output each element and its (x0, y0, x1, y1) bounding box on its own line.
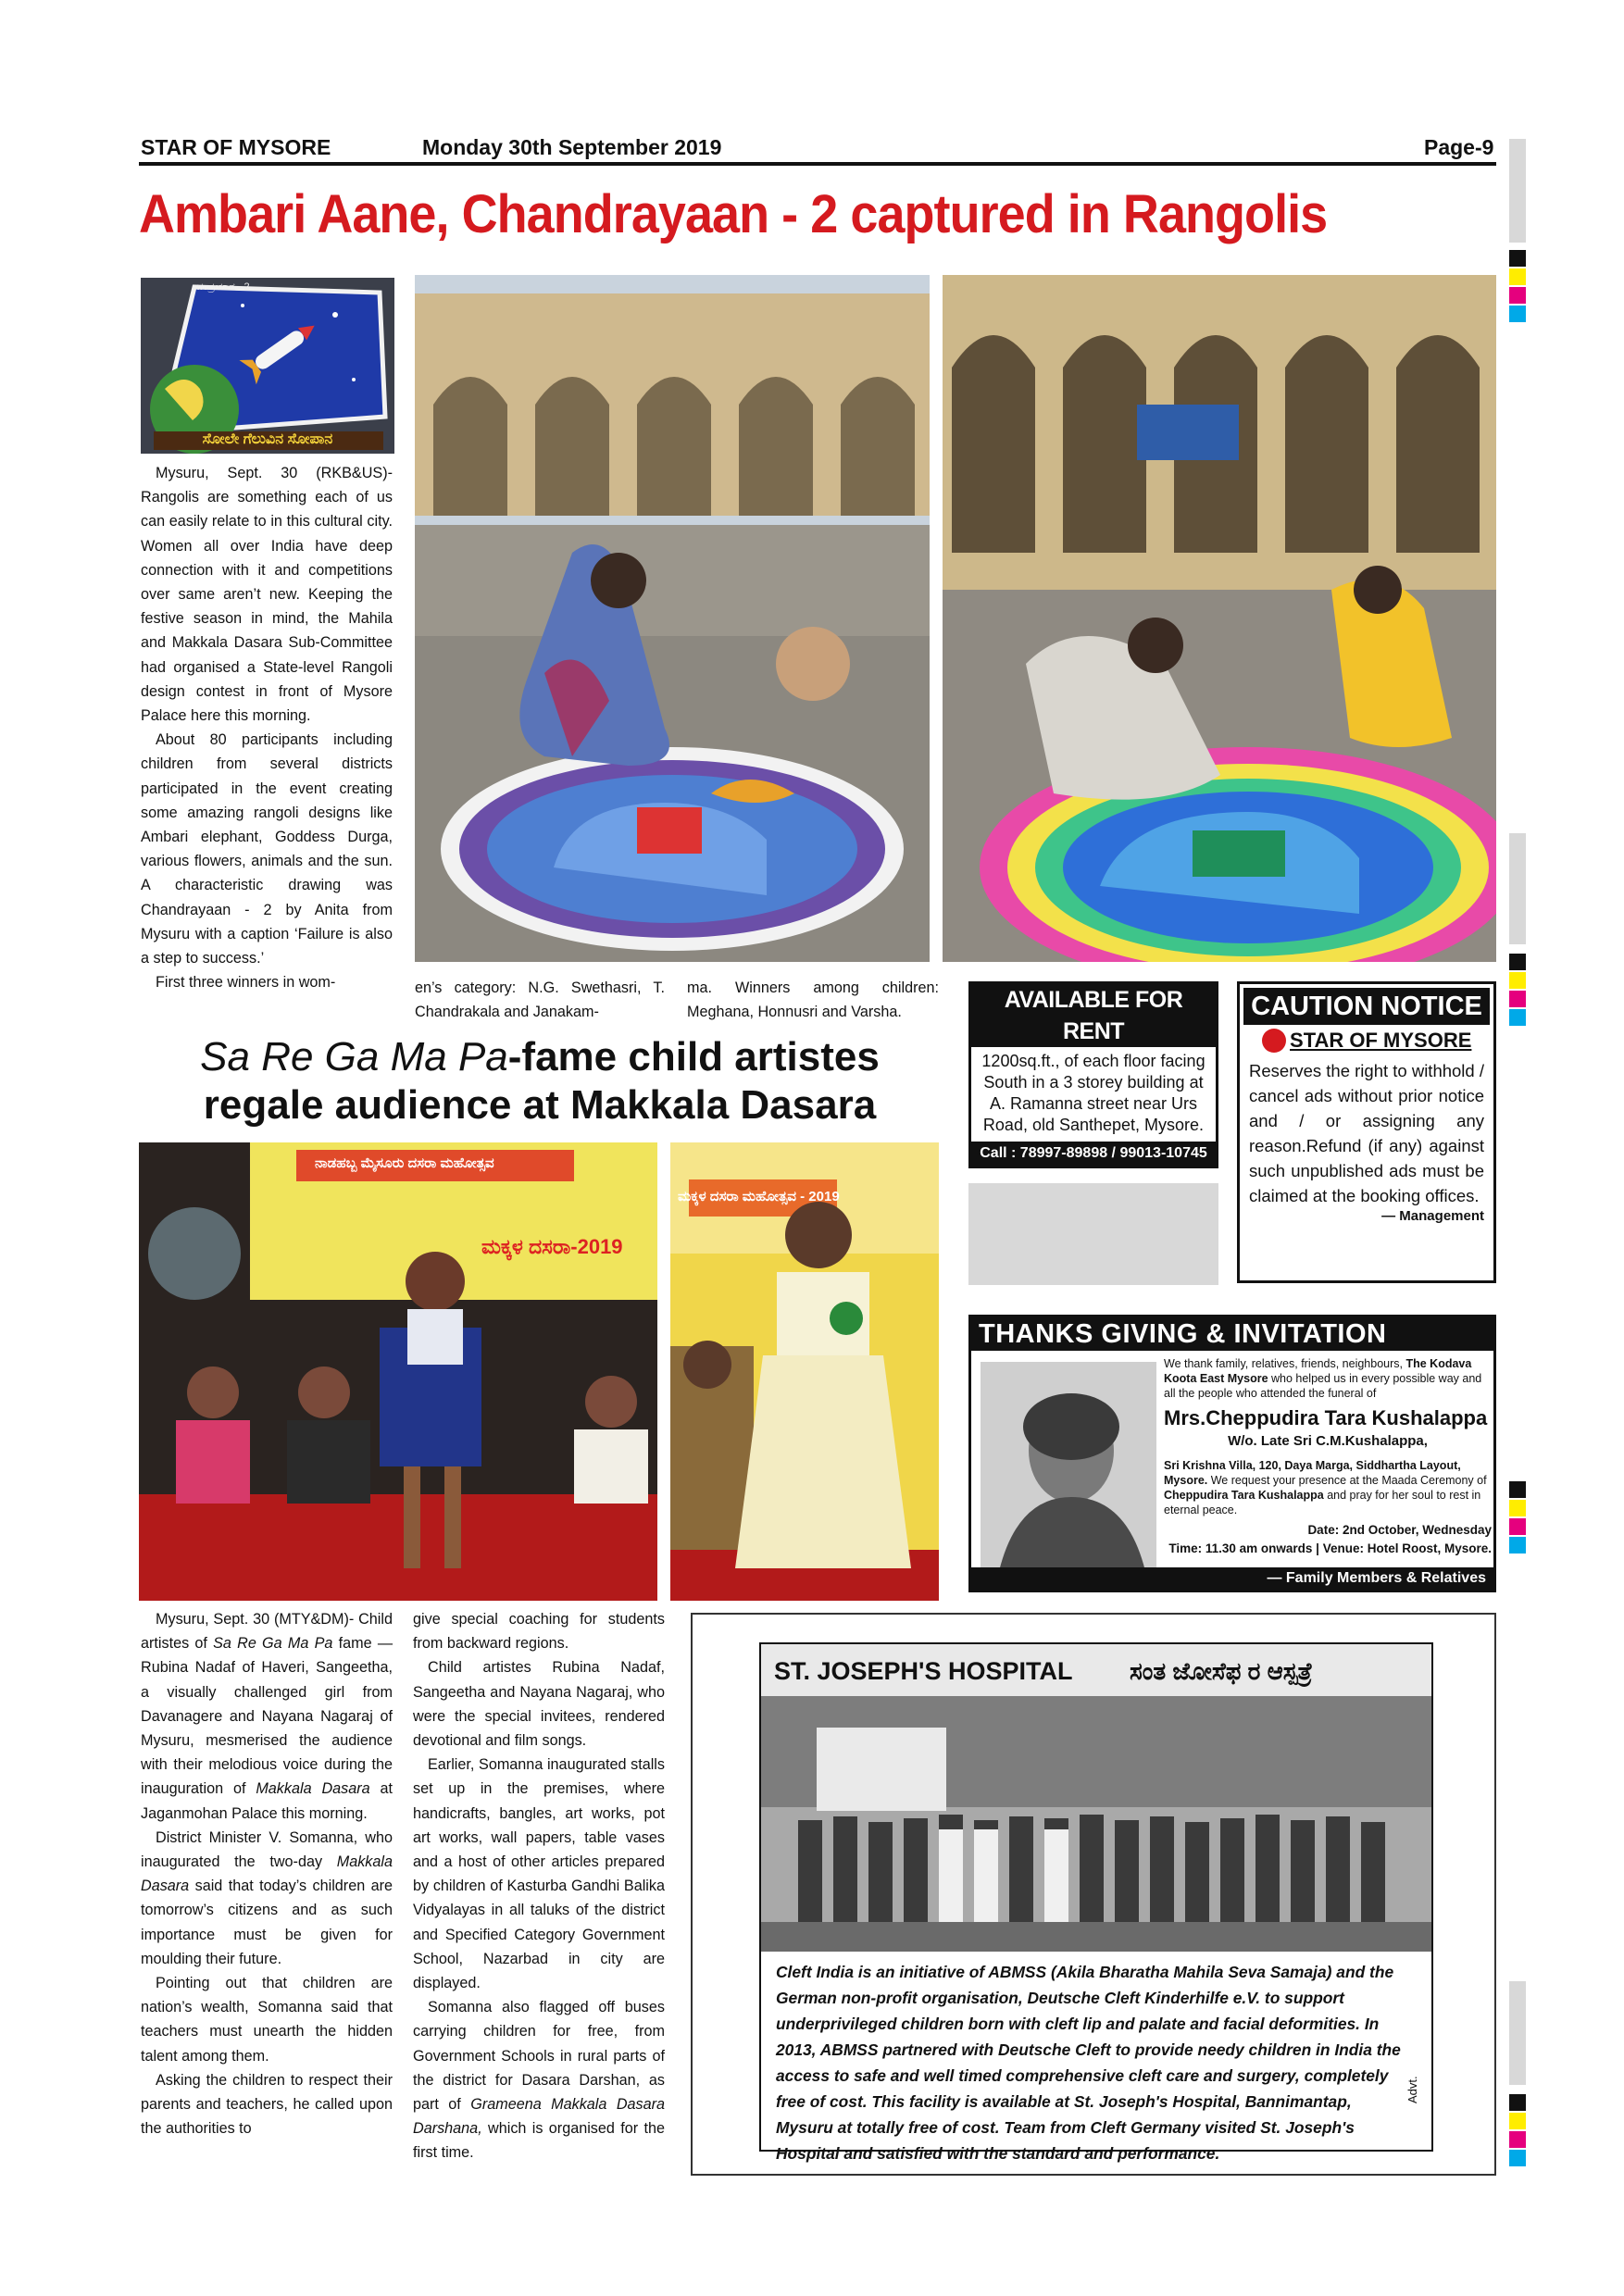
caution-notice-box (1237, 981, 1496, 1283)
rent-ad-title: AVAILABLE FOR RENT (971, 984, 1216, 1047)
story1-column-1 (141, 461, 393, 994)
thanks-text-bold: The Kodava Koota East Mysore (1164, 1357, 1472, 1385)
thanks-giving-ad (968, 1315, 1496, 1592)
hospital-ad-body: Cleft India is an initiative of ABMSS (Akila Bharatha Mahila Seva Samaja) and the German non-profit organisation, Deutsche Cleft Kinderhilfe e.V. to support underprivileged children born with cleft lip and palate and facial deformities. In 2013, ABMSS partnered with Deutsche Cleft to provide needy children in India the access to safe and well timed comprehensive cleft care and surgery, completely free of cost. This facility is available at St. Joseph's Hospital, Bannimantap, Mysuru at totally free of cost. Team from Cleft Germany visited St. Joseph's Hospital and satisfied with the standard and performance. (776, 1963, 1401, 2163)
thanks-time: Time: 11.30 am onwards | Venue: Hotel Roost, Mysore. (1168, 1541, 1492, 1555)
thanks-text: and pray for her soul to rest in eternal peace. (1164, 1489, 1481, 1516)
advt-label: Advt. (1405, 2076, 1419, 2103)
caution-brand-row (1240, 1029, 1493, 1053)
story2-text-italic: Grameena Makkala Dasara Darshana, (413, 2096, 666, 2138)
rangoli-elephant-photo-1 (415, 275, 930, 962)
story2-text: Asking the children to respect their parents and teachers, he called upon the authorities to (141, 2071, 393, 2138)
thanks-name: Mrs.Cheppudira Tara Kushalappa (1164, 1406, 1488, 1429)
story2-column-1 (141, 1607, 393, 2140)
color-registration-marks (1509, 1481, 1526, 1555)
thanks-wo: W/o. Late Sri C.M.Kushalappa, (1228, 1433, 1428, 1449)
story2-column-2 (413, 1607, 665, 2165)
hospital-sign-english: ST. JOSEPH'S HOSPITAL (774, 1657, 1073, 1685)
story2-paragraph: give special coaching for students from backward regions. (413, 1611, 665, 1653)
stage-banner-text: ನಾಡಹಬ್ಬ ಮೈಸೂರು ದಸರಾ ಮಹೋತ್ಸವ (315, 1155, 494, 1171)
hospital-group-photo (761, 1644, 1431, 1952)
thanks-text-bold: Cheppudira Tara Kushalappa (1164, 1489, 1324, 1502)
color-registration-marks (1509, 954, 1526, 1028)
color-registration-marks (1509, 250, 1526, 324)
paper-name: STAR OF MYSORE (141, 135, 331, 159)
story2-text: Pointing out that children are nation’s wealth, Somanna said that teachers must unearth the hidden talent among them. (141, 1975, 393, 2065)
margin-grey-bar (1509, 139, 1526, 243)
stage-banner-text: ಮಕ್ಕಳ ದಸರಾ-2019 (481, 1235, 623, 1258)
thanks-signature: — Family Members & Relatives (971, 1567, 1493, 1590)
hospital-sign-kannada: ಸಂತ ಜೋಸೆಫ ರ ಆಸ್ಪತ್ರೆ (1130, 1657, 1313, 1685)
story2-text: at Jaganmohan Palace this morning. (141, 1780, 393, 1822)
thanks-title: THANKS GIVING & INVITATION (971, 1317, 1493, 1351)
story2-paragraph: Earlier, Somanna inaugurated stalls set up in the premises, where handicrafts, bangles, art works, pot art works, wall papers, table vases and a host of other articles prepared by children of Kasturba Gandhi Balika Vidyalayas in all taluks of the district and Specified Category Government School, Nazarbad in city are displayed. (413, 1756, 665, 1992)
margin-grey-bar (1509, 1981, 1526, 2085)
story2-text: District Minister V. Somanna, who inaugurated the two-day (141, 1828, 393, 1871)
thanks-text: who helped us in every possible way and all the people who attended the funeral of (1164, 1372, 1482, 1400)
hospital-ad (759, 1642, 1433, 2163)
story1-paragraph: About 80 participants including children from several districts participated in the event creating some amazing rangoli designs like Ambari elephant, Goddess Durga, various flowers, animals and the sun. A characteristic drawing was Chandrayaan - 2 by Anita from Mysuru with a caption ‘Failure is also a step to success.’ (141, 731, 393, 967)
story2-text: said that today’s children are tomorrow’s citizens and as such importance must be given for moulding their future. (141, 1878, 393, 1967)
rent-ad-phone: Call : 78997-89898 / 99013-10745 (971, 1142, 1216, 1166)
story1-paragraph: ma. Winners among children: Meghana, Honnusri and Varsha. (687, 980, 939, 1021)
hospital-ad-frame (691, 1613, 1496, 2176)
thanks-text-bold: Sri Krishna Villa, 120, Daya Marga, Siddhartha Layout, Mysore. (1164, 1459, 1461, 1487)
rent-ad (968, 981, 1218, 1168)
stage-photo-1 (139, 1142, 657, 1601)
story2-text-italic: Sa Re Ga Ma Pa (213, 1635, 333, 1653)
story1-column-2 (415, 976, 665, 1024)
story2-text: Mysuru, Sept. 30 (MTY&DM)- Child artistes of (141, 1611, 393, 1653)
thanks-text: We thank family, relatives, friends, neighbours, (1164, 1357, 1406, 1370)
margin-grey-bar (1509, 833, 1526, 944)
story2-text: Somanna also flagged off buses carrying children for free, from Government Schools in rural parts of the district for Dasara Darshan, as part of (413, 1999, 665, 2114)
main-headline: Ambari Aane, Chandrayaan - 2 captured in Rangolis (139, 184, 1328, 244)
story2-text: which is organised for the first time. (413, 2120, 665, 2162)
rangoli-caption-text: ಸೋಲೇ ಗೆಲುವಿನ ಸೋಪಾನ (202, 431, 333, 447)
story2-headline-line2: regale audience at Makkala Dasara (203, 1082, 877, 1128)
rangoli-top-text: ಚಂದ್ರಯಾನ - 2 (196, 281, 250, 293)
star-logo-icon (1262, 1029, 1286, 1053)
story1-paragraph: en’s category: N.G. Swethasri, T. Chandrakala and Janakam- (415, 980, 665, 1021)
caution-signature: — Management (1381, 1208, 1484, 1224)
story2-headline-italic: Sa Re Ga Ma Pa (200, 1034, 508, 1079)
thanks-date: Date: 2nd October, Wednesday (1307, 1523, 1492, 1537)
masthead-rule (139, 162, 1496, 166)
caution-body: Reserves the right to withhold / cancel ads without prior notice and / or assigning any reason.Refund (if any) against such unpublished ads must be claimed at the booking offices. (1249, 1061, 1484, 1205)
story2-paragraph: Child artistes Rubina Nadaf, Sangeetha and Nayana Nagaraj, who were the special invitees, rendered devotional and film songs. (413, 1659, 665, 1750)
story2-headline (137, 1033, 943, 1129)
blank-ad-space (968, 1183, 1218, 1285)
stage-banner-text: ಮಕ್ಕಳ ದಸರಾ ಮಹೋತ್ಸವ - 2019 (678, 1189, 840, 1204)
caution-title: CAUTION NOTICE (1243, 988, 1490, 1025)
story1-paragraph: Mysuru, Sept. 30 (RKB&US)- Rangolis are something each of us can easily relate to in this cultural city. Women all over India have deep connection with it and competitions over same aren’t new. Keeping the festive season in mind, the Mahila and Makkala Dasara Sub-Committee had organised a State-level Rangoli design contest in front of Mysore Palace here this morning. (141, 465, 393, 725)
story2-text-italic: Makkala Dasara (256, 1780, 370, 1798)
issue-date: Monday 30th September 2019 (422, 135, 722, 159)
rangoli-elephant-photo-2 (943, 275, 1496, 962)
thanks-body (1164, 1356, 1492, 1556)
color-registration-marks (1509, 2094, 1526, 2168)
story1-column-3 (687, 976, 939, 1024)
story2-text-italic: Makkala Dasara (141, 1853, 393, 1895)
story2-text: fame — Rubina Nadaf of Haveri, Sangeetha, a visually challenged girl from Davanagere and Nayana Nagaraj of Mysuru, mesmerised the audience with their melodious voice during the inauguration of (141, 1635, 394, 1798)
rent-ad-body: 1200sq.ft., of each floor facing South in a 3 storey building at A. Ramanna street near Urs Road, old Santhepet, Mysore. (981, 1052, 1206, 1134)
page-number: Page-9 (1424, 135, 1494, 159)
chandrayaan-rangoli-photo (141, 278, 394, 454)
caution-brand: STAR OF MYSORE (1290, 1029, 1472, 1052)
stage-photo-2 (670, 1142, 939, 1601)
thanks-text: We request your presence at the Maada Ceremony of (1207, 1474, 1487, 1487)
story2-headline-part: -fame child artistes (507, 1034, 880, 1079)
deceased-portrait (981, 1362, 1156, 1571)
story1-paragraph: First three winners in wom- (156, 974, 336, 992)
